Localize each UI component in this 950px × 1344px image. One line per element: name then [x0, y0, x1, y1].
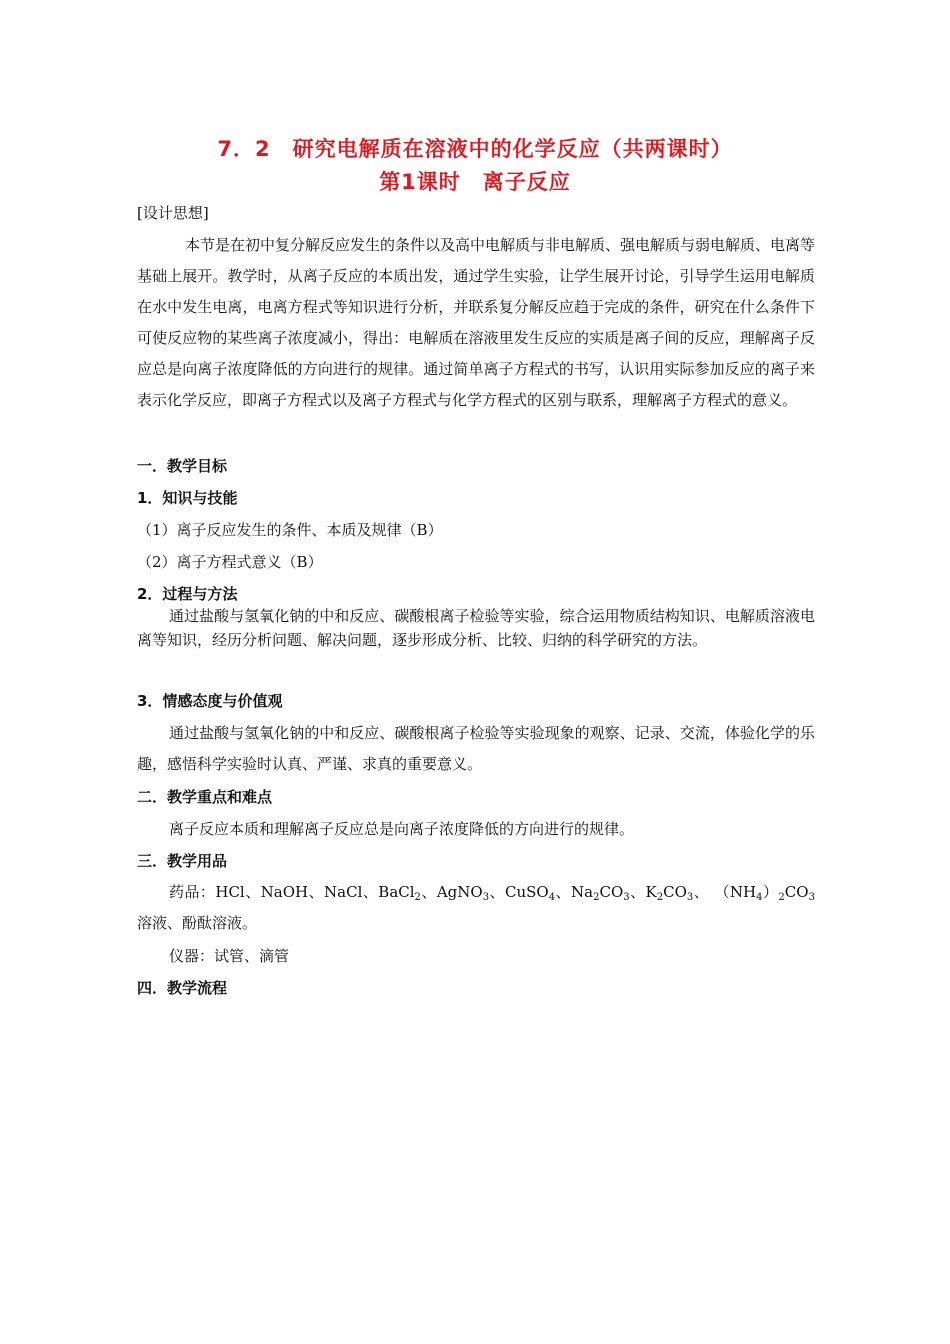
flow-heading: 四．教学流程: [137, 979, 228, 997]
instruments-line: 仪器：试管、滴管: [169, 947, 290, 965]
keypoints-paragraph: 离子反应本质和理解离子反应总是向离子浓度降低的方向进行的规律。: [169, 820, 635, 838]
keypoints-heading: 二．教学重点和难点: [137, 788, 273, 806]
design-paragraph: 本节是在初中复分解反应发生的条件以及高中电解质与非电解质、强电解质与弱电解质、电离等基础上展开。教学时，从离子反应的本质出发，通过学生实验，让学生展开讨论，引导学生运用电解质在水中发生电离，电离方程式等知识进行分析，并联系复分解反应趋于完成的条件，研究在什么条件下可使反应物的某些离子浓度减小，得出：电解质在溶液里发生反应的实质是离子间的反应，理解离子反应总是向离子浓度降低的方向进行的规律。通过简单离子方程式的书写，认识用实际参加反应的离子来表示化学反应，即离子方程式以及离子方程式与化学方程式的区别与联系，理解离子方程式的意义。: [137, 236, 816, 409]
reagents-paragraph: 药品：HCl、NaOH、NaCl、BaCl$_2$、AgNO$_3$、CuSO$_4$、$Na_2CO_3$、$K_2CO_3$、 $(NH_4)_2CO_3$溶液、酚酞溶液。: [137, 883, 815, 932]
knowledge-item-2: （2）离子方程式意义（B）: [137, 553, 323, 571]
lesson-subtitle: 第1课时 离子反应: [379, 170, 571, 194]
reagents-label: 药品：: [169, 883, 216, 901]
reagent-item: BaCl$_2$: [378, 883, 421, 903]
reagent-item: AgNO$_3$: [436, 883, 490, 903]
document-title: 7．2 研究电解质在溶液中的化学反应（共两课时）: [217, 137, 733, 161]
reagent-item: NaOH: [260, 883, 309, 901]
process-heading: 2．过程与方法: [137, 585, 238, 603]
reagent-item: CuSO$_4$: [505, 883, 556, 903]
reagent-ammonium-carbonate: $(NH_4)_2CO_3$: [714, 883, 815, 903]
goals-heading: 一．教学目标: [137, 457, 228, 475]
knowledge-heading: 1．知识与技能: [137, 489, 238, 507]
attitude-paragraph: 通过盐酸与氢氧化钠的中和反应、碳酸根离子检验等实验现象的观察、记录、交流，体验化学的乐趣，感悟科学实验时认真、严谨、求真的重要意义。: [137, 724, 815, 773]
attitude-heading: 3．情感态度与价值观: [137, 692, 283, 710]
reagent-item: $Na_2CO_3$: [571, 883, 630, 903]
reagent-item: NaCl: [324, 883, 363, 901]
knowledge-item-1: （1）离子反应发生的条件、本质及规律（B）: [137, 521, 443, 539]
reagent-item: HCl: [215, 883, 245, 901]
materials-heading: 三．教学用品: [137, 852, 228, 870]
process-paragraph: 通过盐酸与氢氧化钠的中和反应、碳酸根离子检验等实验，综合运用物质结构知识、电解质溶液电离等知识，经历分析问题、解决问题，逐步形成分析、比较、归纳的科学研究的方法。: [137, 607, 815, 649]
reagents-ending: 溶液、酚酞溶液。: [137, 914, 258, 932]
reagent-item: $K_2CO_3$: [645, 883, 694, 903]
reagent-list: HCl、NaOH、NaCl、BaCl$_2$、AgNO$_3$、CuSO$_4$、$Na_2CO_3$、$K_2CO_3$: [215, 883, 694, 903]
design-heading: [设计思想]: [137, 204, 209, 222]
